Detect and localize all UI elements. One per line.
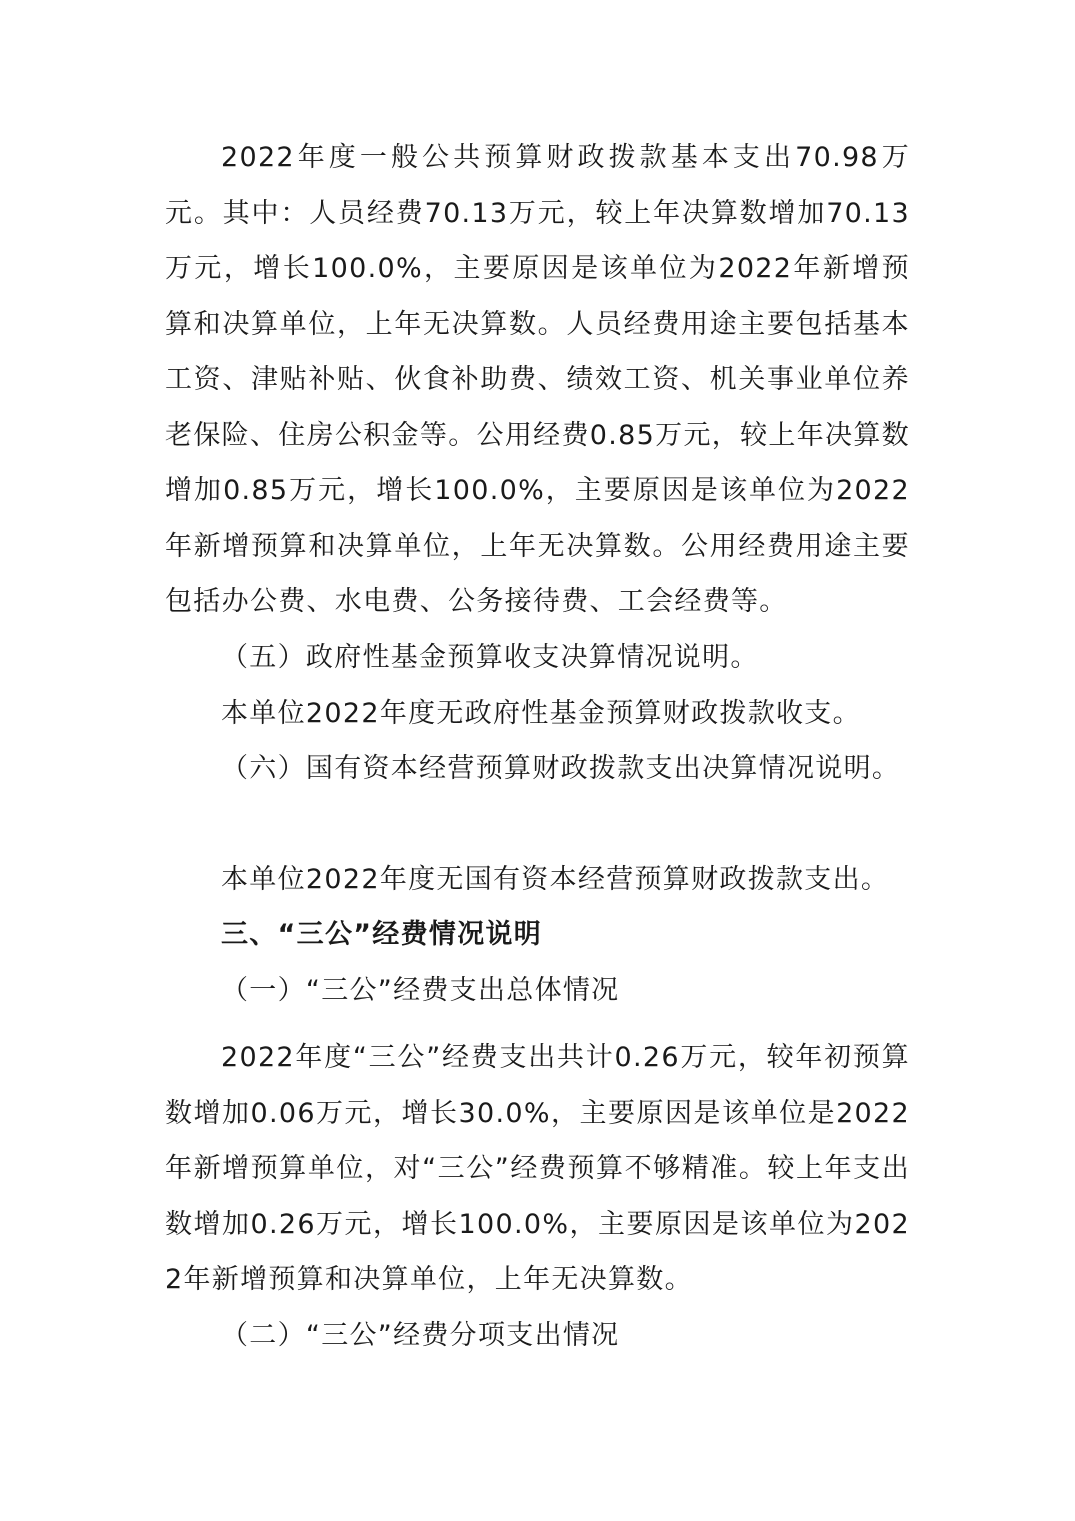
subheading-three-public-overall: （一）“三公”经费支出总体情况: [221, 975, 620, 1006]
section-heading-three-public: 三、“三公”经费情况说明: [221, 919, 543, 950]
paragraph-three-public-overall: 2022年度“三公”经费支出共计0.26万元，较年初预算数增加0.06万元，增长30.0%，主要原因是该单位是2022年新增预算单位，对“三公”经费预算不够精准。较上年支出数增加0.26万元，增长100.0%，主要原因是该单位为2022年新增预算和决算单位，上年无决算数。: [165, 1042, 910, 1295]
subheading-government-fund: （五）政府性基金预算收支决算情况说明。: [221, 642, 759, 673]
paragraph-government-fund: 本单位2022年度无政府性基金预算财政拨款收支。: [221, 698, 861, 729]
paragraph-basic-expenditure: 2022年度一般公共预算财政拨款基本支出70.98万元。其中：人员经费70.13万元，较上年决算数增加70.13万元，增长100.0%，主要原因是该单位为2022年新增预算和决算单位，上年无决算数。人员经费用途主要包括基本工资、津贴补贴、伙食补助费、绩效工资、机关事业单位养老保险、住房公积金等。公用经费0.85万元，较上年决算数增加0.85万元，增长100.0%，主要原因是该单位为2022年新增预算和决算单位，上年无决算数。公用经费用途主要包括办公费、水电费、公务接待费、工会经费等。: [165, 142, 910, 617]
subheading-state-capital: （六）国有资本经营预算财政拨款支出决算情况说明。: [221, 753, 901, 784]
paragraph-state-capital: 本单位2022年度无国有资本经营预算财政拨款支出。: [221, 864, 890, 895]
subheading-three-public-itemized: （二）“三公”经费分项支出情况: [221, 1320, 620, 1351]
